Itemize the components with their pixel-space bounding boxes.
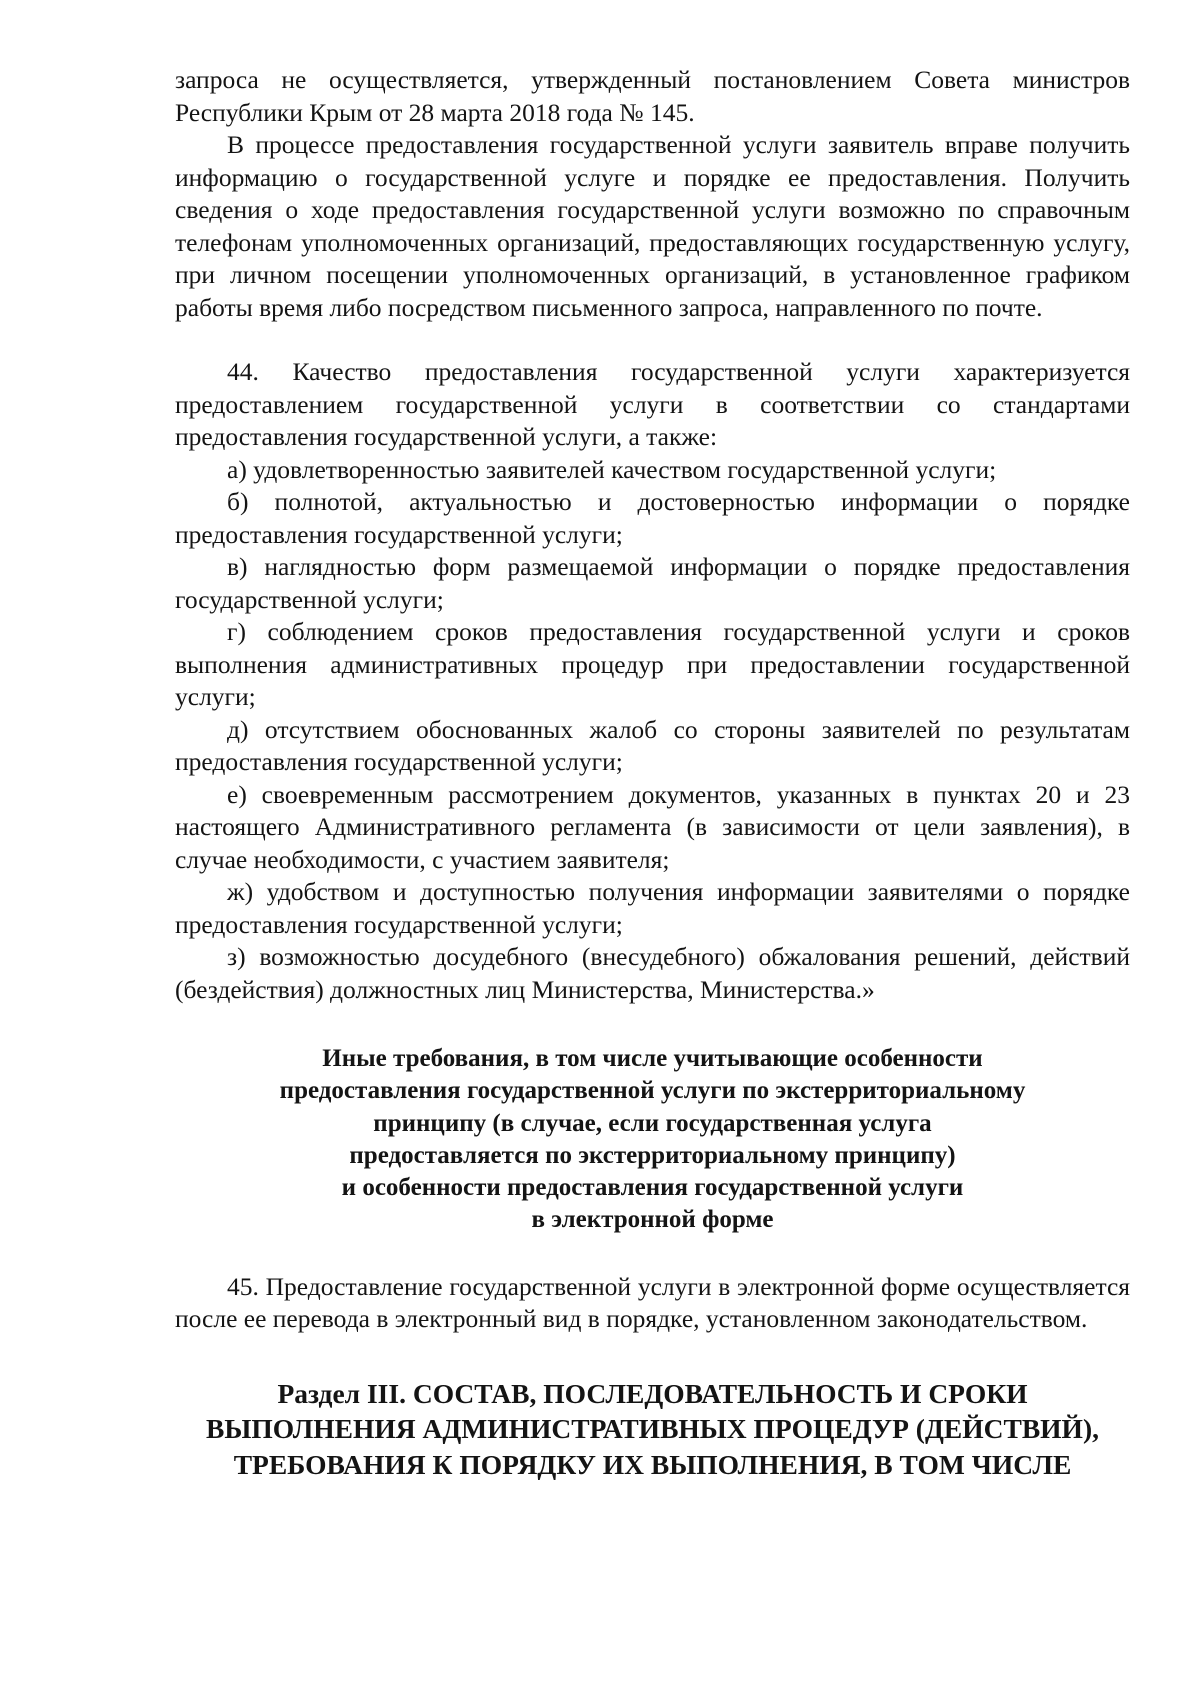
- paragraph-info-rights: В процессе предоставления государственной услуги заявитель вправе получить информацию о государственной услуге и порядке ее предоставления. Получить сведения о ходе предоставления государственной услуги возможно по справочным телефонам уполномоченных организаций, предоставляющих государственную услугу, при личном посещении уполномоченных организаций, в установленное графиком работы время либо посредством письменного запроса, направленного по почте.: [175, 130, 1130, 322]
- section-title-line: ВЫПОЛНЕНИЯ АДМИНИСТРАТИВНЫХ ПРОЦЕДУР (ДЕЙСТВИЙ),: [206, 1413, 1099, 1445]
- heading-line: предоставляется по экстерриториальному принципу): [349, 1141, 956, 1169]
- item-44-z: з) возможностью досудебного (внесудебного) обжалования решений, действий (бездействия) должностных лиц Министерства, Министерства.»: [175, 942, 1130, 1004]
- spacer: [175, 1006, 1130, 1043]
- section-title-line: ТРЕБОВАНИЯ К ПОРЯДКУ ИХ ВЫПОЛНЕНИЯ, В ТОМ ЧИСЛЕ: [233, 1448, 1072, 1480]
- spacer: [175, 1237, 1130, 1271]
- spacer: [175, 1336, 1130, 1376]
- item-44-d: д) отсутствием обоснованных жалоб со стороны заявителей по результатам предоставления государственной услуги;: [175, 714, 1130, 776]
- section-title: [175, 1376, 1130, 1483]
- item-44-b: б) полнотой, актуальностью и достоверностью информации о порядке предоставления государственной услуги;: [175, 487, 1130, 549]
- item-44-v: в) наглядностью форм размещаемой информации о порядке предоставления государственной услуги;: [175, 552, 1130, 614]
- subsection-heading: [175, 1043, 1130, 1237]
- heading-line: предоставления государственной услуги по экстерриториальному: [279, 1077, 1026, 1105]
- item-44-a: а) удовлетворенностью заявителей качеством государственной услуги;: [227, 454, 997, 484]
- item-44-zh: ж) удобством и доступностью получения информации заявителями о порядке предоставления государственной услуги;: [175, 877, 1130, 939]
- item-45: 45. Предоставление государственной услуги в электронной форме осуществляется после ее перевода в электронный вид в порядке, установленном законодательством.: [175, 1271, 1130, 1334]
- item-44-g: г) соблюдением сроков предоставления государственной услуги и сроков выполнения административных процедур при предоставлении государственной услуги;: [175, 617, 1130, 711]
- item-44-e: е) своевременным рассмотрением документов, указанных в пунктах 20 и 23 настоящего Административного регламента (в зависимости от цели заявления), в случае необходимости, с участием заявителя;: [175, 779, 1130, 874]
- document-page: [175, 64, 1130, 1482]
- heading-line: принципу (в случае, если государственная услуга: [373, 1109, 932, 1137]
- paragraph-continuation: запроса не осуществляется, утвержденный постановлением Совета министров Республики Крым от 28 марта 2018 года № 145.: [175, 65, 1130, 127]
- section-title-line: Раздел III. СОСТАВ, ПОСЛЕДОВАТЕЛЬНОСТЬ И СРОКИ: [277, 1377, 1028, 1409]
- spacer: [175, 324, 1130, 356]
- heading-line: Иные требования, в том числе учитывающие особенности: [322, 1045, 983, 1072]
- heading-line: и особенности предоставления государственной услуги: [341, 1174, 964, 1202]
- item-44-intro: 44. Качество предоставления государственной услуги характеризуется предоставлением государственной услуги в соответствии со стандартами предоставления государственной услуги, а также:: [175, 357, 1130, 451]
- heading-line: в электронной форме: [531, 1206, 774, 1234]
